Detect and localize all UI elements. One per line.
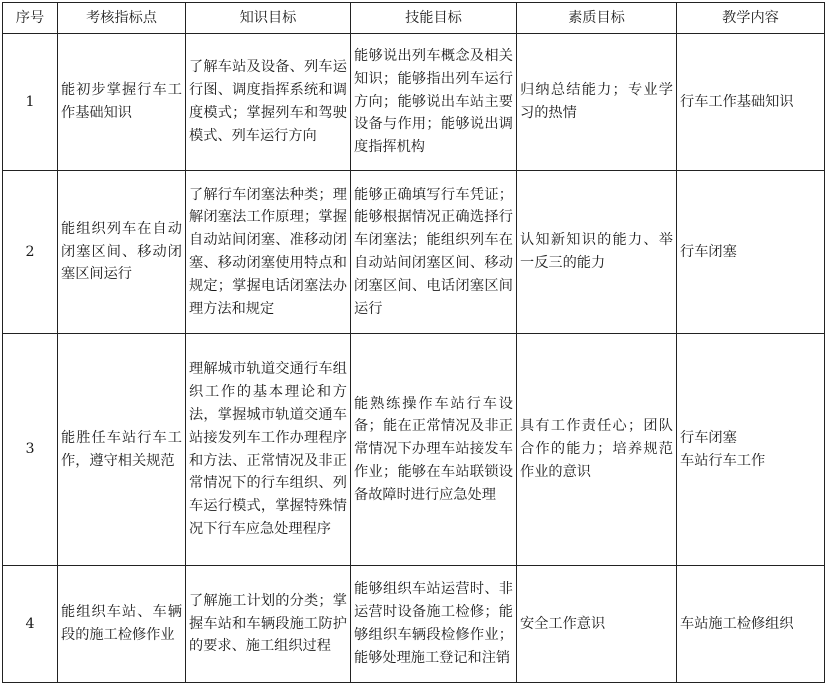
row-knowledge: 理解城市轨道交通行车组织工作的基本理论和方法，掌握城市轨道交通车站接发列车工作办理程序和方法、正常情况及非正常情况下的行车组织、列车运行模式，掌握特殊情况下行车应急处理程序 (186, 334, 351, 566)
row-quality: 认知新知识的能力、举一反三的能力 (517, 171, 677, 334)
row-skill: 能熟练操作车站行车设备；能在正常情况及非正常情况下办理车站接发车作业；能够在车站联锁设备故障时进行应急处理 (351, 334, 517, 566)
table-row (3, 34, 825, 171)
row-content: 行车工作基础知识 (677, 34, 825, 171)
header-skill: 技能目标 (351, 3, 517, 34)
table-header-row (3, 3, 825, 34)
row-skill: 能够正确填写行车凭证；能够根据情况正确选择行车闭塞法；能组织列车在自动站间闭塞区间、移动闭塞区间、电话闭塞区间运行 (351, 171, 517, 334)
row-indicator: 能组织列车在自动闭塞区间、移动闭塞区间运行 (58, 171, 186, 334)
header-knowledge: 知识目标 (186, 3, 351, 34)
row-indicator: 能胜任车站行车工作，遵守相关规范 (58, 334, 186, 566)
row-serial: 2 (3, 171, 58, 334)
row-quality: 安全工作意识 (517, 566, 677, 683)
row-indicator: 能组织车站、车辆段的施工检修作业 (58, 566, 186, 683)
row-knowledge: 了解施工计划的分类；掌握车站和车辆段施工防护的要求、施工组织过程 (186, 566, 351, 683)
row-serial: 4 (3, 566, 58, 683)
row-skill: 能够组织车站运营时、非运营时设备施工检修；能够组织车辆段检修作业；能够处理施工登记和注销 (351, 566, 517, 683)
row-quality: 具有工作责任心；团队合作的能力；培养规范作业的意识 (517, 334, 677, 566)
row-knowledge: 了解车站及设备、列车运行图、调度指挥系统和调度模式；掌握列车和驾驶模式、列车运行方向 (186, 34, 351, 171)
row-content: 行车闭塞 车站行车工作 (677, 334, 825, 566)
row-quality: 归纳总结能力；专业学习的热情 (517, 34, 677, 171)
row-serial: 3 (3, 334, 58, 566)
row-content: 车站施工检修组织 (677, 566, 825, 683)
row-skill: 能够说出列车概念及相关知识；能够指出列车运行方向；能够说出车站主要设备与作用；能够说出调度指挥机构 (351, 34, 517, 171)
header-content: 教学内容 (677, 3, 825, 34)
row-serial: 1 (3, 34, 58, 171)
row-content: 行车闭塞 (677, 171, 825, 334)
row-knowledge: 了解行车闭塞法种类；理解闭塞法工作原理；掌握自动站间闭塞、准移动闭塞、移动闭塞使用特点和规定；掌握电话闭塞法办理方法和规定 (186, 171, 351, 334)
row-indicator: 能初步掌握行车工作基础知识 (58, 34, 186, 171)
header-serial: 序号 (3, 3, 58, 34)
header-quality: 素质目标 (517, 3, 677, 34)
table-row (3, 566, 825, 683)
table-row (3, 171, 825, 334)
course-objectives-table (2, 2, 825, 683)
table-row (3, 334, 825, 566)
header-indicator: 考核指标点 (58, 3, 186, 34)
